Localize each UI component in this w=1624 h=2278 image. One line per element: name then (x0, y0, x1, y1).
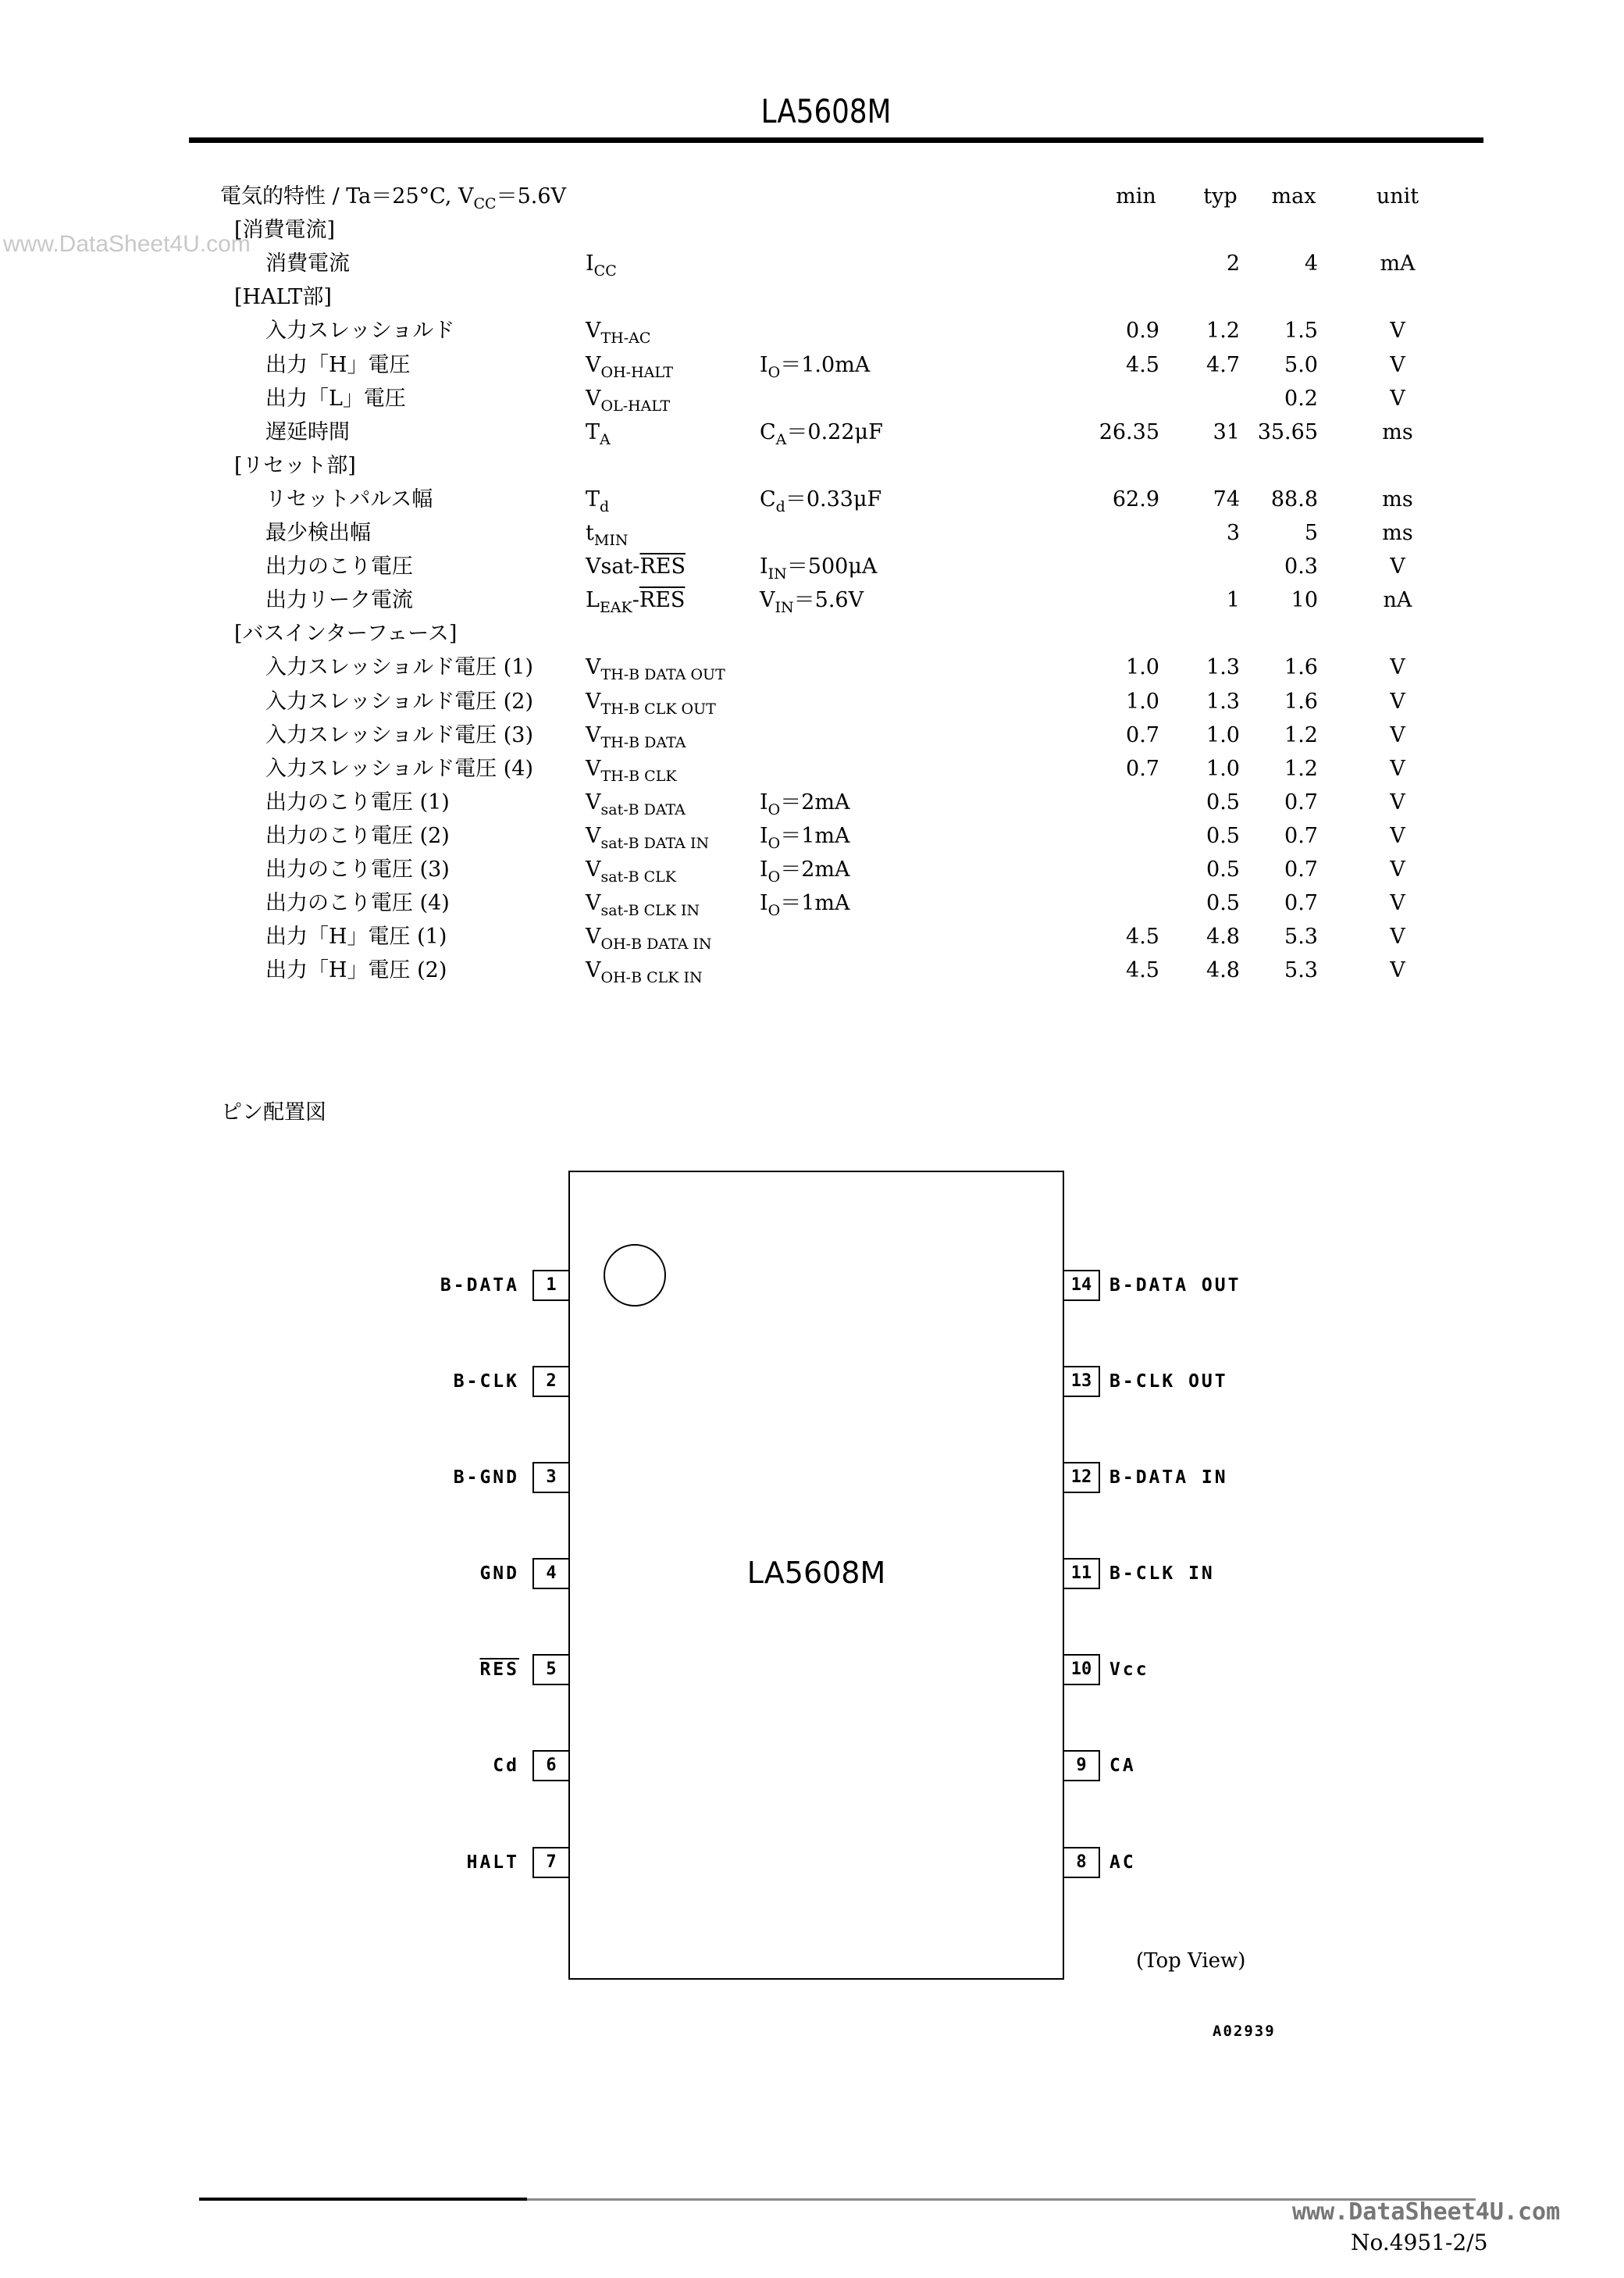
section-row (0, 449, 1624, 483)
value-max: 4 (1304, 251, 1318, 276)
table-row (0, 247, 1624, 280)
symbol: $V_{TH-B DATA}$ (586, 722, 686, 751)
unit: V (1390, 722, 1405, 747)
parameter-label: 出力「H」電圧 (2) (265, 958, 447, 983)
symbol: $V_{TH-B CLK OUT}$ (586, 689, 716, 718)
pin-label: B-CLK IN (1109, 1563, 1215, 1584)
pin-label: GND (479, 1563, 519, 1584)
symbol: $V_{OH-B CLK IN}$ (586, 958, 703, 987)
parameter-label: 入力スレッショルド (265, 319, 455, 344)
symbol: $T_d$ (586, 487, 610, 515)
condition: $I_O=1mA$ (760, 891, 850, 920)
value-min: 0.7 (1126, 722, 1159, 747)
table-row (0, 718, 1624, 752)
section-label: [HALT部] (234, 285, 332, 310)
value-min: 62.9 (1112, 487, 1159, 512)
pin-number-box: 2 (532, 1366, 570, 1397)
parameter-label: 入力スレッショルド電圧 (1) (265, 655, 534, 680)
value-typ: 2 (1226, 251, 1240, 276)
value-max: 5.3 (1284, 958, 1318, 983)
unit: ms (1382, 487, 1413, 512)
parameter-label: 入力スレッショルド電圧 (4) (265, 756, 534, 781)
parameter-label: 出力「H」電圧 (265, 352, 411, 377)
value-min: 4.5 (1126, 958, 1159, 983)
pin-label: Vcc (1109, 1659, 1149, 1680)
pin-number-box: 9 (1063, 1750, 1100, 1781)
footer-rule (199, 2198, 527, 2201)
section-label: [消費電流] (234, 218, 336, 243)
unit: ms (1382, 419, 1413, 444)
pin-number-box: 3 (532, 1462, 570, 1493)
unit: mA (1380, 251, 1416, 276)
value-typ: 31 (1213, 419, 1240, 444)
table-row (0, 483, 1624, 516)
condition: $C_A=0.22\mu F$ (760, 419, 883, 448)
pin-diagram-title: ピン配置図 (221, 1100, 326, 1125)
pin-label: B-DATA (440, 1275, 519, 1296)
table-row (0, 819, 1624, 853)
parameter-label: 出力のこり電圧 (2) (265, 823, 450, 848)
pin-number-box: 12 (1063, 1462, 1100, 1493)
pin-label: B-CLK OUT (1109, 1371, 1228, 1392)
value-max: 88.8 (1270, 487, 1318, 512)
col-header-min: min (1116, 184, 1156, 209)
section-row (0, 213, 1624, 247)
unit: V (1390, 655, 1405, 680)
condition: $I_{IN}=500\mu A$ (760, 554, 878, 583)
table-row (0, 685, 1624, 718)
table-row (0, 516, 1624, 550)
pin-label: B-CLK (453, 1371, 519, 1392)
condition: $C_d=0.33\mu F$ (760, 487, 882, 515)
symbol: $V_{OH-HALT}$ (586, 352, 674, 381)
condition: $V_{IN}=5.6V$ (760, 588, 864, 617)
value-max: 10 (1291, 588, 1318, 613)
top-view-label: (Top View) (1136, 1949, 1246, 1973)
value-max: 1.2 (1284, 722, 1318, 747)
figure-code: A02939 (1213, 2023, 1276, 2040)
table-row (0, 651, 1624, 684)
unit: V (1390, 790, 1405, 815)
table-row (0, 786, 1624, 819)
pin-label: $\overline{RES}$ (479, 1659, 519, 1680)
symbol: $V_{TH-B CLK}$ (586, 756, 677, 785)
symbol: $T_A$ (586, 419, 611, 448)
parameter-label: 入力スレッショルド電圧 (2) (265, 689, 534, 714)
symbol: $V_{sat-B CLK}$ (586, 857, 676, 886)
table-row (0, 550, 1624, 583)
value-min: 4.5 (1126, 925, 1159, 950)
symbol: $L_{EAK}-\overline{RES}$ (586, 588, 686, 617)
value-min: 0.7 (1126, 756, 1159, 781)
pin1-marker-circle (604, 1244, 666, 1307)
unit: V (1390, 352, 1405, 377)
col-header-unit: unit (1376, 184, 1419, 209)
unit: V (1390, 689, 1405, 714)
table-row (0, 853, 1624, 886)
section-label: [バスインターフェース] (234, 622, 458, 647)
value-max: 0.3 (1284, 554, 1318, 579)
unit: V (1390, 554, 1405, 579)
unit: V (1390, 857, 1405, 882)
unit: V (1390, 756, 1405, 781)
symbol: $V_{sat-B CLK IN}$ (586, 891, 700, 920)
document-number: No.4951-2/5 (1351, 2230, 1488, 2255)
parameter-label: 遅延時間 (265, 419, 350, 444)
col-header-typ: typ (1203, 184, 1238, 209)
table-row (0, 382, 1624, 415)
pin-number-box: 8 (1063, 1847, 1100, 1878)
pin-number-box: 10 (1063, 1654, 1100, 1685)
unit: V (1390, 925, 1405, 950)
symbol: $V_{sat-B DATA}$ (586, 790, 686, 818)
value-max: 1.6 (1284, 689, 1318, 714)
pin-number-box: 13 (1063, 1366, 1100, 1397)
condition: $I_O=2mA$ (760, 790, 850, 818)
value-max: 5 (1304, 521, 1318, 545)
value-typ: 1.0 (1206, 722, 1240, 747)
symbol: $V_{sat-B DATA IN}$ (586, 823, 710, 852)
symbol: $t_{MIN}$ (586, 521, 629, 549)
parameter-label: 出力のこり電圧 (3) (265, 857, 450, 882)
condition: $I_O=1mA$ (760, 823, 850, 852)
pin-number-box: 6 (532, 1750, 570, 1781)
value-typ: 0.5 (1206, 891, 1240, 916)
watermark-top: www.DataSheet4U.com (3, 231, 251, 257)
pin-label: HALT (466, 1852, 519, 1873)
section-row (0, 280, 1624, 314)
section-row (0, 617, 1624, 651)
value-min: 1.0 (1126, 689, 1159, 714)
col-header-max: max (1271, 184, 1316, 209)
value-min: 4.5 (1126, 352, 1159, 377)
symbol: Vsat-$\overline{RES}$ (586, 554, 686, 579)
parameter-label: 入力スレッショルド電圧 (3) (265, 722, 534, 747)
table-row (0, 314, 1624, 348)
pin-number-box: 4 (532, 1558, 570, 1589)
unit: nA (1383, 588, 1412, 613)
value-max: 1.5 (1284, 319, 1318, 344)
parameter-label: リセットパルス幅 (265, 487, 433, 512)
value-typ: 1.3 (1206, 655, 1240, 680)
value-max: 5.3 (1284, 925, 1318, 950)
table-row (0, 954, 1624, 987)
pin-label: B-GND (453, 1467, 519, 1488)
pin-number-box: 5 (532, 1654, 570, 1685)
table-row (0, 583, 1624, 617)
table-row (0, 752, 1624, 786)
symbol: $V_{TH-B DATA OUT}$ (586, 655, 725, 684)
value-max: 35.65 (1257, 419, 1318, 444)
table-row (0, 920, 1624, 954)
value-typ: 3 (1226, 521, 1240, 545)
parameter-label: 出力「H」電圧 (1) (265, 925, 447, 950)
unit: V (1390, 891, 1405, 916)
unit: V (1390, 823, 1405, 848)
value-typ: 4.7 (1206, 352, 1240, 377)
table-row (0, 886, 1624, 920)
value-max: 0.2 (1284, 386, 1318, 411)
value-typ: 1.2 (1206, 319, 1240, 344)
table-caption: 電気的特性 / Ta＝25°C, $V_{CC}=5.6V$ (220, 184, 567, 212)
parameter-label: 出力のこり電圧 (1) (265, 790, 450, 815)
pin-number-box: 7 (532, 1847, 570, 1878)
table-row (0, 415, 1624, 449)
value-max: 0.7 (1284, 823, 1318, 848)
page-title: LA5608M (760, 92, 892, 130)
footer-watermark: www.DataSheet4U.com (1292, 2198, 1561, 2226)
pin-label: B-DATA OUT (1109, 1275, 1241, 1296)
value-typ: 1 (1226, 588, 1240, 613)
value-typ: 74 (1213, 487, 1240, 512)
value-min: 26.35 (1099, 419, 1159, 444)
unit: V (1390, 958, 1405, 983)
pin-number-box: 11 (1063, 1558, 1100, 1589)
value-typ: 1.3 (1206, 689, 1240, 714)
value-typ: 0.5 (1206, 857, 1240, 882)
symbol: $V_{OL-HALT}$ (586, 386, 671, 415)
parameter-label: 消費電流 (265, 251, 350, 276)
value-max: 0.7 (1284, 790, 1318, 815)
value-typ: 1.0 (1206, 756, 1240, 781)
parameter-label: 最少検出幅 (265, 521, 371, 545)
pin-label: AC (1109, 1852, 1136, 1873)
parameter-label: 出力「L」電圧 (265, 386, 406, 411)
value-typ: 4.8 (1206, 925, 1240, 950)
unit: ms (1382, 521, 1413, 545)
value-max: 1.2 (1284, 756, 1318, 781)
condition: $I_O=2mA$ (760, 857, 850, 886)
symbol: $V_{OH-B DATA IN}$ (586, 925, 712, 954)
symbol: $V_{TH-AC}$ (586, 319, 651, 348)
condition: $I_O=1.0mA$ (760, 352, 871, 381)
parameter-label: 出力のこり電圧 (4) (265, 891, 450, 916)
value-typ: 0.5 (1206, 790, 1240, 815)
pin-label: Cd (493, 1756, 519, 1776)
parameter-label: 出力のこり電圧 (265, 554, 413, 579)
pin-label: CA (1109, 1756, 1136, 1776)
value-typ: 0.5 (1206, 823, 1240, 848)
pin-number-box: 14 (1063, 1270, 1100, 1301)
value-min: 1.0 (1126, 655, 1159, 680)
header-rule (189, 137, 1483, 143)
table-header-row (0, 180, 1624, 213)
unit: V (1390, 319, 1405, 344)
value-max: 5.0 (1284, 352, 1318, 377)
pin-number-box: 1 (532, 1270, 570, 1301)
value-max: 0.7 (1284, 857, 1318, 882)
section-label: [リセット部] (234, 453, 356, 478)
symbol: $I_{CC}$ (586, 251, 617, 280)
chip-name: LA5608M (746, 1556, 886, 1590)
unit: V (1390, 386, 1405, 411)
pin-label: B-DATA IN (1109, 1467, 1228, 1488)
value-min: 0.9 (1126, 319, 1159, 344)
value-max: 1.6 (1284, 655, 1318, 680)
parameter-label: 出力リーク電流 (265, 588, 413, 613)
value-typ: 4.8 (1206, 958, 1240, 983)
table-row (0, 348, 1624, 382)
value-max: 0.7 (1284, 891, 1318, 916)
